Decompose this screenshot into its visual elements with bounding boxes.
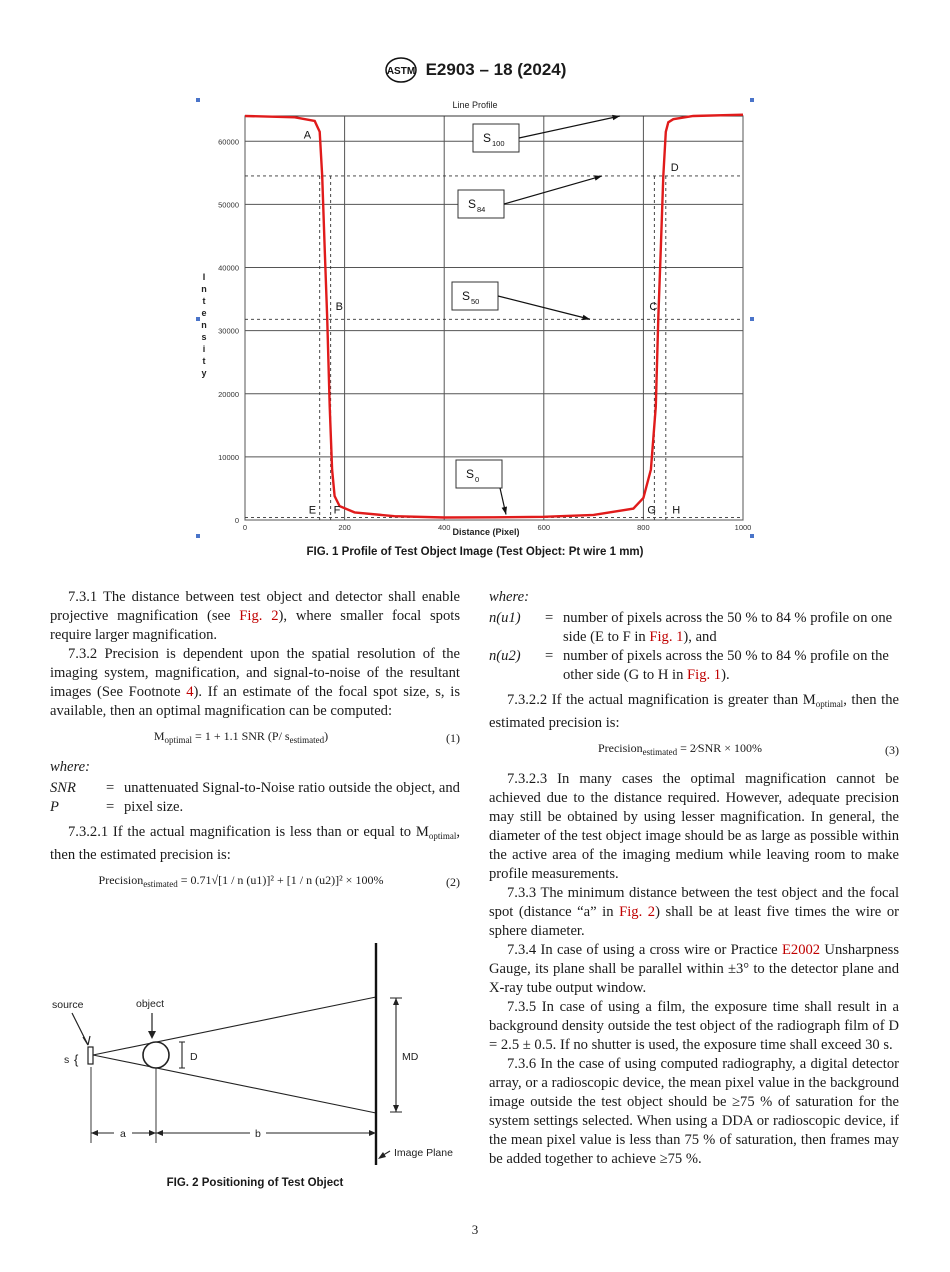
paragraph-7-3-6: 7.3.6 In the case of using computed radiography, a digital detector array, or a radioscopic device, the mean pixel value in the background image outside the test object should be ≥75 % of saturation for the system settings selected. When using a DDA or radioscopic device, if the mean pixel value is less than 75 % of saturation, then frames may be added together to achieve ≥75 %. (489, 1056, 899, 1167)
y-tick-label: 40000 (218, 263, 239, 273)
point-label-g: G (647, 504, 656, 517)
fig1-link[interactable]: Fig. 1 (687, 667, 722, 683)
e2002-link[interactable]: E2002 (781, 942, 821, 958)
y-tick-label: 0 (234, 516, 239, 525)
figure-2-caption: FIG. 2 Positioning of Test Object (166, 1177, 344, 1189)
point-label-a: A (303, 129, 312, 142)
left-column (50, 588, 460, 902)
equation-1: $M_{optimal} = 1 + 1.1$ SNR (P/ $s_{estimated}$) (1) (50, 727, 460, 750)
callout-s100 (473, 115, 620, 152)
x-axis-label: Distance (Pixel) (452, 527, 520, 537)
y-tick-label: 30000 (218, 326, 239, 336)
x-tick-label: 400 (437, 523, 451, 532)
right-column (489, 588, 899, 1169)
y-tick-label: 60000 (218, 137, 239, 147)
d-label: D (190, 1051, 198, 1063)
x-tick-label: 600 (537, 523, 551, 532)
y-axis-label-letter: s (201, 332, 207, 342)
paragraph-7-3-3: 7.3.3 The minimum distance between the test object and the focal spot (distance “a” in Fig. 2) shall be at least five times the wire or sphere diameter. (489, 885, 900, 939)
svg-text:ASTM: ASTM (386, 66, 415, 77)
x-tick-label: 200 (338, 523, 351, 532)
y-axis-label-letter: t (202, 356, 206, 366)
fig2-link[interactable]: Fig. 2 (239, 608, 279, 624)
equation-number: (1) (446, 731, 460, 745)
equation-number: (3) (885, 743, 899, 757)
md-label: MD (402, 1051, 419, 1063)
where-label: where: (50, 759, 90, 775)
source-icon (88, 1047, 93, 1064)
definition-snr: SNR = unattenuated Signal-to-Noise ratio outside the object, and (50, 780, 460, 796)
equation-2: Precision$_{estimated}$ = 0.71√[1 / n (u1)]² + [1 / n (u2)]² × 100% (2) (50, 871, 460, 894)
callout-s0 (456, 460, 507, 514)
point-label-c: C (649, 300, 658, 313)
point-label-d: D (670, 162, 679, 175)
y-axis-label-letter: e (201, 308, 207, 318)
callout-arrow (504, 176, 602, 204)
s-label: s (64, 1054, 70, 1066)
page-header (0, 56, 950, 89)
x-tick-label: 800 (637, 523, 650, 532)
definition-nu1: n(u1) = number of pixels across the 50 % to 84 % profile on one side (E to F in Fig. 1), and (489, 610, 893, 645)
point-label-b: B (335, 300, 343, 313)
callout-text: S (466, 467, 475, 481)
object-label: object (136, 998, 165, 1010)
callout-subscript: 100 (492, 139, 505, 148)
b-label: b (255, 1128, 261, 1140)
callout-s50 (452, 282, 590, 320)
chart-title: Line Profile (452, 100, 498, 110)
definition-nu2: n(u2) = number of pixels across the 50 % to 84 % profile on the other side (G to H in Fig. 1). (489, 648, 889, 683)
brace-icon: { (74, 1052, 79, 1067)
paragraph-7-3-2-2: 7.3.2.2 If the actual magnification is greater than $M_{optimal}$, then the estimated precision is: (489, 692, 899, 731)
point-label-f: F (333, 504, 341, 517)
paragraph-7-3-4: 7.3.4 In case of using a cross wire or Practice E2002 Unsharpness Gauge, its plane shall be parallel within ±3° to the detector plane and X-ray tube output window. (489, 942, 899, 996)
paragraph-7-3-1: 7.3.1 The distance between test object and detector shall enable projective magnification (see Fig. 2), where smaller focal spots require larger magnification. (50, 589, 460, 643)
image-plane-label: Image Plane (394, 1147, 453, 1159)
y-axis-label-letter: n (201, 320, 207, 330)
callout-subscript: 84 (477, 205, 486, 214)
x-tick-label: 0 (242, 523, 248, 532)
definition-p: P = pixel size. (50, 799, 184, 815)
fig2-link[interactable]: Fig. 2 (619, 904, 656, 920)
x-tick-label: 1000 (734, 523, 752, 532)
callout-arrow (519, 116, 620, 138)
positioning-diagram (50, 937, 470, 1172)
y-axis-label-letter: I (202, 272, 206, 282)
footnote-4-link[interactable]: 4 (186, 684, 194, 700)
arrowhead-icon (594, 175, 602, 180)
y-axis-label (201, 272, 207, 378)
callout-text: S (483, 131, 492, 145)
callout-s84 (458, 175, 602, 218)
equation-number: (2) (446, 875, 460, 889)
callout-text: S (468, 197, 477, 211)
paragraph-7-3-5: 7.3.5 In case of using a film, the exposure time shall result in a background density outside the test object of the radiograph film of D = 2.5 ± 0.5. If no shutter is used, the exposure time shall exceed 30 s. (489, 999, 899, 1053)
paragraph-7-3-2-1: 7.3.2.1 If the actual magnification is less than or equal to $M_{optimal}$, then the estimated precision is: (50, 824, 460, 863)
a-label: a (120, 1128, 126, 1140)
line-profile-chart (190, 96, 760, 546)
document-id: E2903 – 18 (2024) (425, 60, 567, 79)
arrowhead-icon (582, 315, 590, 320)
source-label: source (52, 999, 84, 1011)
callout-subscript: 0 (475, 475, 480, 484)
page-number: 3 (471, 1222, 479, 1237)
figure-1-caption: FIG. 1 Profile of Test Object Image (Test Object: Pt wire 1 mm) (306, 546, 644, 558)
point-label-h: H (672, 504, 681, 517)
object-circle-icon (143, 1042, 169, 1068)
where-label: where: (489, 589, 529, 605)
callout-subscript: 50 (471, 297, 480, 306)
y-axis-label-letter: i (202, 344, 206, 354)
point-label-e: E (308, 504, 317, 517)
y-axis-label-letter: t (202, 296, 206, 306)
y-tick-label: 20000 (218, 389, 239, 399)
y-axis-label-letter: y (201, 368, 207, 378)
figure-2-diagram (50, 937, 470, 1172)
callout-text: S (462, 289, 471, 303)
y-axis-label-letter: n (201, 284, 207, 294)
paragraph-7-3-2-3: 7.3.2.3 In many cases the optimal magnification cannot be achieved due to the distance required. However, adequate precision may still be obtained by using lesser magnification. In general, the diameter of the test object image should be as large as possible within the active area of the imaging medium while leaving room to make profile measurements. (489, 771, 899, 882)
equation-3: Precision$_{estimated}$ = 2⁄SNR × 100% (3) (489, 739, 899, 762)
y-tick-label: 50000 (218, 200, 239, 210)
figure-1-chart (190, 96, 760, 546)
paragraph-7-3-2: 7.3.2 Precision is dependent upon the spatial resolution of the imaging system, magnification, and signal-to-noise of the resultant images (See Footnote 4). If an estimate of the focal spot size, s, is available, then an optimal magnification can be computed: (50, 646, 460, 719)
fig1-link[interactable]: Fig. 1 (649, 629, 684, 645)
astm-logo-icon (384, 56, 418, 84)
y-tick-label: 10000 (218, 452, 239, 462)
